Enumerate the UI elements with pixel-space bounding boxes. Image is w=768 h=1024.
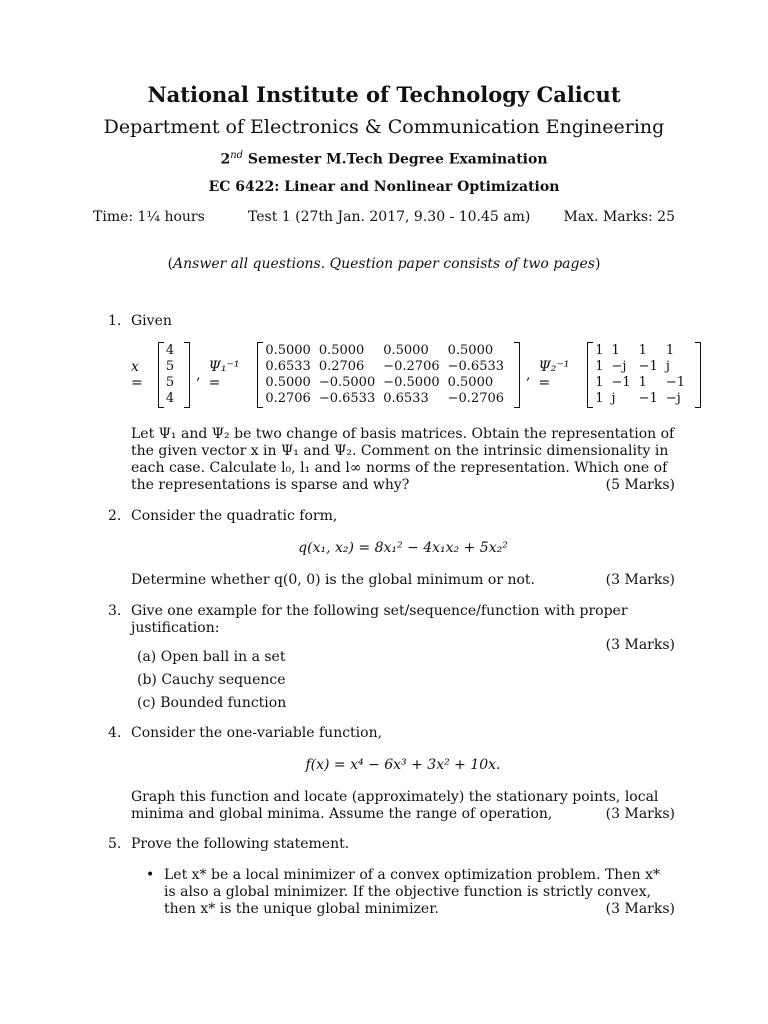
matrix-cell: −1	[638, 359, 658, 374]
department-title: Department of Electronics & Communication Engineering	[103, 116, 665, 138]
matrix-cell: 1	[611, 343, 620, 358]
exam-test-date: Test 1 (27th Jan. 2017, 9.30 - 10.45 am)	[248, 209, 531, 225]
q4-text: Graph this function and locate (approximately) the stationary points, local minima and global minima. Assume the range of operation,	[131, 789, 659, 822]
matrix-cell: 1	[595, 391, 604, 406]
q2-marks: (3 Marks)	[605, 572, 675, 588]
matrix-cell: 1	[595, 359, 604, 374]
matrix-cell: 0.6533	[265, 359, 311, 374]
q4-marks: (3 Marks)	[605, 806, 675, 822]
matrix-cell: 0.6533	[383, 391, 429, 406]
q2-equation: q(x₁, x₂) = 8x₁² − 4x₁x₂ + 5x₂²	[298, 540, 508, 556]
question-intro: Given	[131, 313, 172, 329]
semester-suffix: nd	[230, 150, 244, 161]
institute-title: National Institute of Technology Calicut	[147, 82, 621, 107]
matrix-cell: −0.2706	[447, 391, 505, 406]
q1-marks: (5 Marks)	[605, 477, 675, 493]
matrix-cell: −0.2706	[383, 359, 440, 374]
matrix-cell: 0.5000	[265, 375, 311, 390]
q1-text: Let Ψ₁ and Ψ₂ be two change of basis matrices. Obtain the representation of the given vector x in Ψ₁ and Ψ₂. Comment on the intrinsic dimensionality in each case. Calculate l₀, l₁ and l∞ norms of the representation. Which one of the representations is sparse and why?	[131, 426, 675, 493]
matrix-cell: 4	[165, 391, 175, 406]
question-intro: Consider the quadratic form,	[131, 508, 338, 524]
x-vector	[158, 342, 190, 408]
exam-time: Time: 1¼ hours	[93, 209, 205, 225]
psi1-matrix	[257, 342, 520, 408]
matrix-cell: 0.5000	[265, 343, 311, 358]
q5-marks: (3 Marks)	[605, 901, 675, 917]
matrix-cell: j	[611, 391, 616, 406]
matrix-cell: −1	[611, 375, 631, 390]
psi2-label: Ψ₂⁻¹ =	[538, 359, 570, 391]
q2-text: Determine whether q(0, 0) is the global minimum or not.	[131, 572, 535, 588]
matrix-cell: −0.5000	[318, 375, 376, 390]
matrix-cell: 1	[665, 343, 675, 358]
x-label: x =	[131, 359, 143, 391]
instructions-text: Answer all questions. Question paper consists of two pages	[173, 256, 595, 272]
exam-info-line	[93, 209, 675, 231]
q3-intro: Give one example for the following set/sequence/function with proper justification:	[131, 603, 628, 636]
semester-line	[0, 150, 768, 168]
matrix-cell: 0.5000	[383, 343, 429, 358]
matrix-cell: −j	[665, 391, 681, 406]
matrix-cell: −1	[638, 391, 658, 406]
question-number: 3.	[108, 603, 122, 619]
q3-items	[137, 649, 704, 718]
matrix-cell: 1	[595, 375, 604, 390]
psi1-label: Ψ₁⁻¹ =	[208, 359, 240, 391]
list-item: (c) Bounded function	[137, 695, 287, 711]
q1-matrices: x = 4 5 5 4 , Ψ₁⁻¹ = 0.5000 0.5000 0.5000 0.5000 0.6533 0.2706 −0.2706 −0.6533 0.5000 −0.5000 −0.5000 0.5000 0.2706 −0.6533 0.6533 −0.2706 , Ψ₂⁻¹ = 1 1 1 1 1 −j −1 j 1 −1 1 −1 1 j −1 −j	[131, 340, 701, 410]
question-intro: Prove the following statement.	[131, 836, 350, 852]
matrix-cell: 4	[165, 343, 175, 358]
question-number: 4.	[108, 725, 122, 741]
matrix-cell: −0.6533	[318, 391, 376, 406]
matrix-cell: 1	[638, 343, 647, 358]
question-number: 1.	[108, 313, 122, 329]
q3-marks: (3 Marks)	[605, 637, 675, 653]
list-item: (a) Open ball in a set	[137, 649, 286, 665]
matrix-cell: 5	[165, 375, 175, 390]
matrix-cell: 0.5000	[447, 375, 494, 390]
matrix-cell: −1	[665, 375, 685, 390]
list-item: (b) Cauchy sequence	[137, 672, 286, 688]
semester-text: Semester M.Tech Degree Examination	[243, 151, 548, 168]
psi2-matrix	[587, 342, 701, 408]
bullet-icon: •	[146, 867, 155, 883]
matrix-cell: 1	[595, 343, 604, 358]
matrix-cell: −0.6533	[447, 359, 505, 374]
matrix-cell: 0.5000	[447, 343, 494, 358]
matrix-cell: 0.5000	[318, 343, 365, 358]
exam-max-marks: Max. Marks: 25	[563, 209, 675, 225]
question-number: 5.	[108, 836, 122, 852]
matrix-cell: 5	[165, 359, 175, 374]
matrix-cell: j	[665, 359, 670, 374]
course-title: EC 6422: Linear and Nonlinear Optimization	[208, 179, 560, 195]
matrix-cell: −0.5000	[383, 375, 440, 390]
matrix-cell: 0.2706	[265, 391, 311, 406]
question-intro: Consider the one-variable function,	[131, 725, 383, 741]
question-number: 2.	[108, 508, 122, 524]
matrix-cell: −j	[611, 359, 627, 374]
semester-number: 2	[220, 151, 231, 168]
matrix-cell: 0.2706	[318, 359, 365, 374]
instructions: (Answer all questions. Question paper consists of two pages)	[167, 256, 601, 272]
q4-equation: f(x) = x⁴ − 6x³ + 3x² + 10x.	[305, 757, 501, 773]
q5-text: Let x* be a local minimizer of a convex optimization problem. Then x* is also a global minimizer. If the objective function is strictly convex, then x* is the unique global minimizer.	[164, 867, 660, 917]
matrix-cell: 1	[638, 375, 647, 390]
